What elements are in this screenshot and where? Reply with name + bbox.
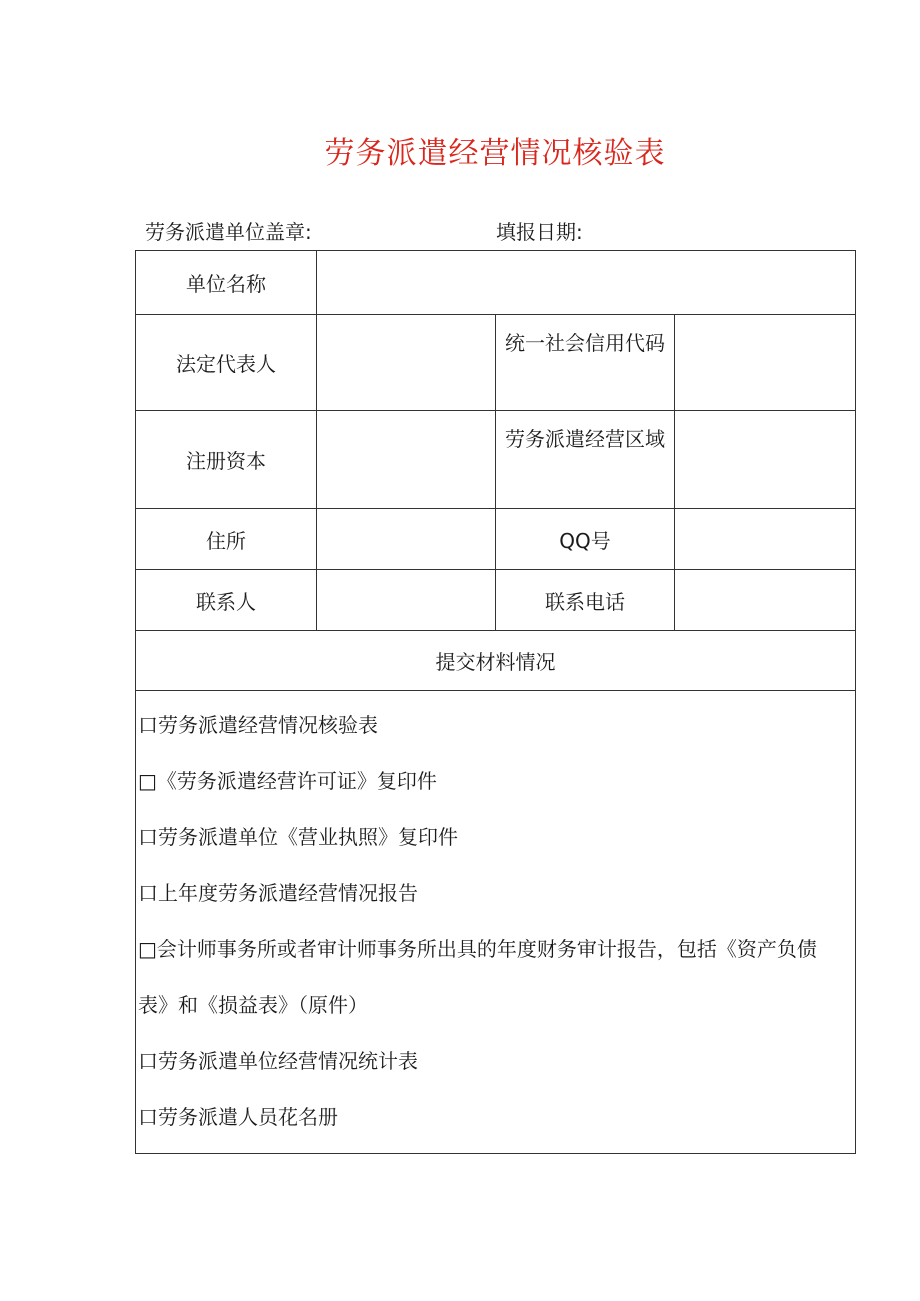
material-item-audit-report: □会计师事务所或者审计师事务所出具的年度财务审计报告，包括《资产负债表》和《损益表》（原件）	[138, 937, 817, 1017]
form-row-materials-header	[136, 631, 856, 691]
date-label: 填报日期:	[496, 220, 583, 244]
address-field[interactable]	[317, 509, 496, 570]
credit-code-label: 统一社会信用代码	[496, 315, 675, 411]
address-label: 住所	[136, 509, 317, 570]
materials-cell	[136, 691, 856, 1154]
materials-list	[136, 697, 855, 1145]
phone-label: 联系电话	[496, 570, 675, 631]
material-item-annual-report: 口上年度劳务派遣经营情况报告	[138, 881, 418, 905]
legal-rep-field[interactable]	[317, 315, 496, 411]
phone-field[interactable]	[675, 570, 856, 631]
form-row-address	[136, 509, 856, 570]
form-row-contact	[136, 570, 856, 631]
material-item-verification-form: 口劳务派遣经营情况核验表	[138, 713, 378, 737]
contact-field[interactable]	[317, 570, 496, 631]
page-title: 劳务派遣经营情况核验表	[324, 136, 666, 171]
material-item-business-license-copy: 口劳务派遣单位《营业执照》复印件	[138, 825, 458, 849]
material-item-license-copy: □《劳务派遣经营许可证》复印件	[138, 769, 437, 793]
legal-rep-label: 法定代表人	[136, 315, 317, 411]
form-row-unit-name	[136, 251, 856, 315]
credit-code-field[interactable]	[675, 315, 856, 411]
unit-name-label: 单位名称	[136, 251, 317, 315]
verification-form-table	[135, 250, 856, 1154]
operating-region-field[interactable]	[675, 411, 856, 509]
stamp-label: 劳务派遣单位盖章:	[145, 220, 312, 244]
qq-label: QQ号	[496, 509, 675, 570]
contact-label: 联系人	[136, 570, 317, 631]
form-row-legal-rep	[136, 315, 856, 411]
material-item-staff-roster: 口劳务派遣人员花名册	[138, 1105, 338, 1129]
registered-capital-field[interactable]	[317, 411, 496, 509]
operating-region-label: 劳务派遣经营区域	[496, 411, 675, 509]
unit-name-field[interactable]	[317, 251, 856, 315]
materials-section-title: 提交材料情况	[136, 631, 856, 691]
qq-field[interactable]	[675, 509, 856, 570]
registered-capital-label: 注册资本	[136, 411, 317, 509]
form-row-registered-capital	[136, 411, 856, 509]
form-row-materials	[136, 691, 856, 1154]
material-item-statistics-table: 口劳务派遣单位经营情况统计表	[138, 1049, 418, 1073]
